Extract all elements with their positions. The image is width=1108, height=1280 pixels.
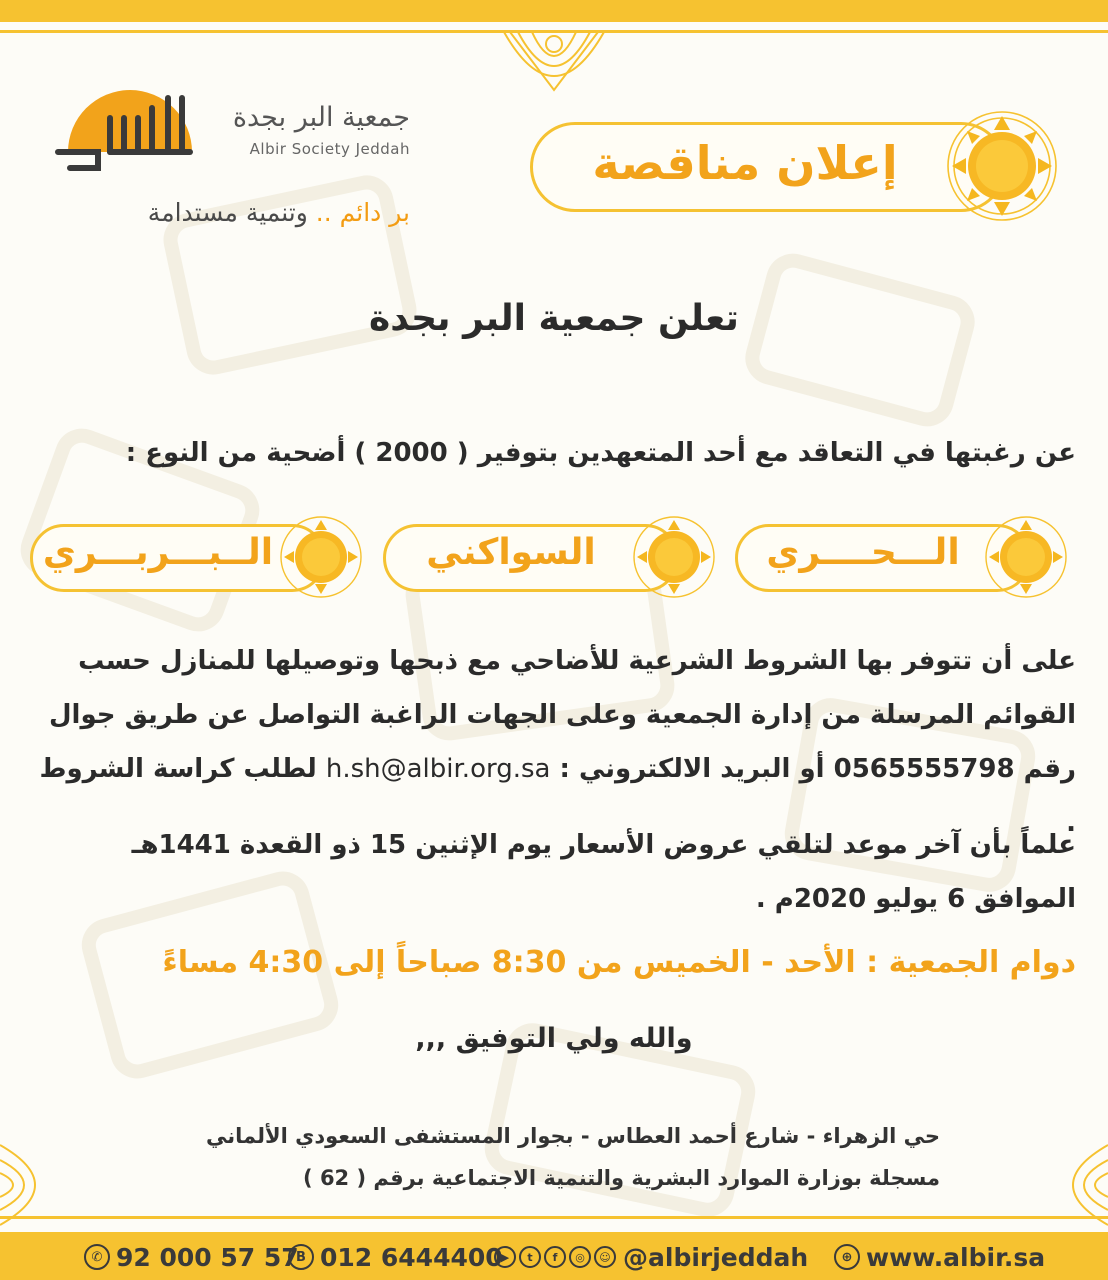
title-badge-label: إعلان مناقصة (592, 136, 898, 190)
address-line-2: مسجلة بوزارة الموارد البشرية والتنمية الاجتماعية برقم ( 62 ) (303, 1166, 940, 1190)
intro-quantity: 2000 (375, 438, 448, 468)
conditions-line-3-suffix: لطلب كراسة الشروط . (39, 754, 1076, 838)
tagline (50, 198, 410, 227)
conditions-line-2: القوائم المرسلة من إدارة الجمعية وعلى الجهات الراغبة التواصل عن طريق جوال (49, 700, 1076, 730)
tagline-accent: بر دائم .. (315, 198, 410, 227)
footer-social (494, 1240, 808, 1274)
office-hours: دوام الجمعية : الأحد - الخميس من 8:30 صباحاً إلى 4:30 مساءً (162, 945, 1076, 980)
intro-before: عن رغبتها في التعاقد مع أحد المتعهدين بتوفير ( (456, 438, 1076, 468)
tagline-rest: وتنمية مستدامة (147, 198, 308, 227)
footer-phone-number: 92 000 57 57 (116, 1242, 299, 1272)
conditions-line-3-prefix: رقم (1023, 754, 1076, 784)
deadline-line-2: الموافق 6 يوليو 2020م . (755, 884, 1076, 914)
sun-icon (980, 514, 1072, 600)
footer-website[interactable] (834, 1240, 1045, 1274)
deadline-paragraph (26, 818, 1076, 926)
address-line-1: حي الزهراء - شارع أحمد العطاس - بجوار المستشفى السعودي الألماني (205, 1124, 940, 1148)
contact-email-link[interactable]: h.sh@albir.org.sa (325, 754, 551, 784)
globe-icon: ⊕ (834, 1244, 860, 1270)
footer-phone[interactable] (84, 1240, 299, 1274)
footer-fax-number: 012 6444400 (320, 1242, 503, 1272)
phone-icon: ✆ (84, 1244, 110, 1270)
intro-paragraph (26, 426, 1076, 480)
top-ornament-icon (500, 30, 608, 100)
left-corner-ornament-icon (0, 1140, 70, 1230)
right-corner-ornament-icon (1038, 1140, 1108, 1230)
conditions-line-1: على أن تتوفر بها الشروط الشرعية للأضاحي مع ذبحها وتوصيلها للمنازل حسب (78, 646, 1076, 676)
bottom-accent-line (0, 1216, 1108, 1219)
intro-after: ) أضحية من النوع : (125, 438, 367, 468)
type-badge-sawakni (383, 514, 723, 600)
deadline-line-1: علماً بأن آخر موعد لتلقي عروض الأسعار يوم الإثنين 15 ذو القعدة 1441هـ (131, 830, 1076, 860)
albir-logo-icon (50, 68, 200, 178)
sun-icon (628, 514, 720, 600)
footer-website-url: www.albir.sa (866, 1242, 1046, 1272)
sun-icon (275, 514, 367, 600)
footer-social-handle[interactable]: @albirjeddah (623, 1242, 809, 1272)
snapchat-icon[interactable]: ☺ (594, 1246, 616, 1268)
closing-line: والله ولي التوفيق ,,, (415, 1023, 693, 1054)
type-badge-harri (735, 514, 1075, 600)
type-label-barbari: الــبـــربـــري (42, 532, 274, 573)
youtube-icon[interactable]: ▶ (494, 1246, 516, 1268)
type-badge-barbari (30, 514, 370, 600)
footer-fax[interactable] (288, 1240, 503, 1274)
facebook-icon[interactable]: f (544, 1246, 566, 1268)
contact-mobile[interactable]: 0565555798 (833, 754, 1015, 784)
top-accent-bar (0, 0, 1108, 22)
logo-block (50, 68, 410, 238)
headline: تعلن جمعية البر بجدة (369, 298, 739, 339)
type-label-harri: الـــحــــري (766, 532, 960, 573)
org-name-english: Albir Society Jeddah (249, 140, 410, 158)
conditions-line-3-mid: أو البريد الالكتروني : (559, 754, 825, 784)
org-name-arabic: جمعية البر بجدة (232, 102, 410, 133)
type-label-sawakni: السواكني (426, 532, 596, 573)
twitter-icon[interactable]: t (519, 1246, 541, 1268)
fax-icon: B (288, 1244, 314, 1270)
instagram-icon[interactable]: ◎ (569, 1246, 591, 1268)
title-badge (530, 108, 1070, 224)
sun-icon (940, 108, 1064, 224)
